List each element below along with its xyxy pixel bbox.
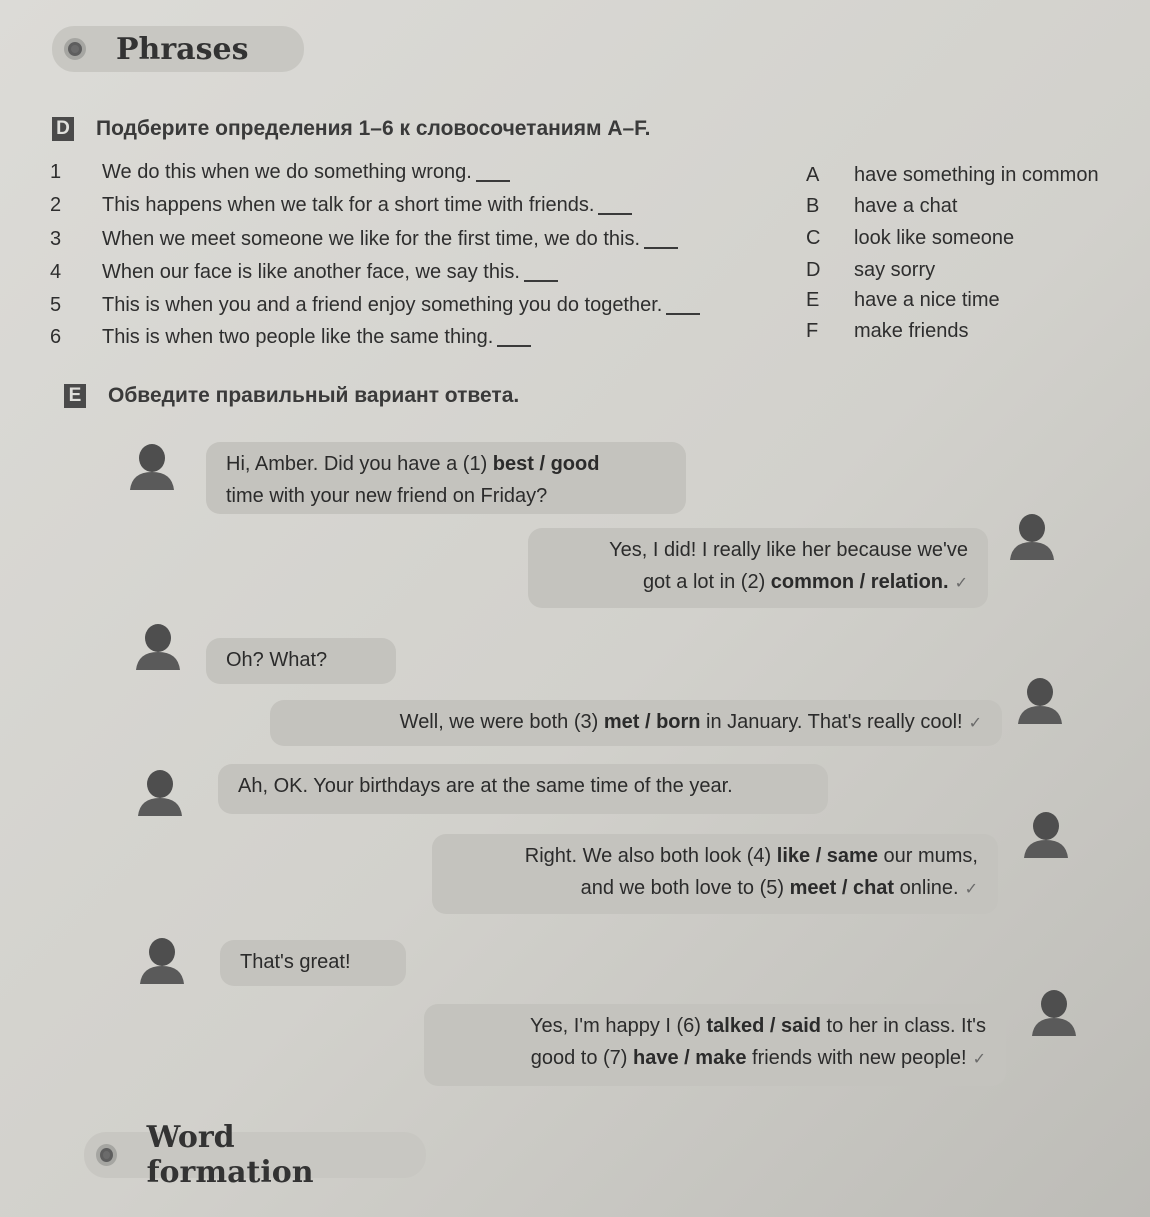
option-text: have a chat xyxy=(854,194,958,217)
definition-row xyxy=(50,189,810,221)
bubble-text: good to (7) xyxy=(530,1047,634,1069)
bubble-text: Well, we were both (3) xyxy=(399,711,604,733)
bubble-text: friends with new people! xyxy=(746,1047,967,1069)
check-mark-icon: ✓ xyxy=(972,1051,986,1068)
option-text: have something in common xyxy=(854,163,1099,186)
person-avatar-icon xyxy=(124,438,180,494)
task-d-heading xyxy=(52,117,651,141)
option-text: look like someone xyxy=(854,226,1015,249)
definition-number: 1 xyxy=(50,160,62,183)
option-text: have a nice time xyxy=(854,288,1000,311)
bubble-text: Yes, I'm happy I (6) xyxy=(530,1015,707,1037)
bubble-text: to her in class. It's xyxy=(821,1015,986,1037)
section-title: Phrases xyxy=(116,31,249,67)
bubble-text: Hi, Amber. Did you have a (1) xyxy=(226,453,493,475)
section-header-phrases xyxy=(52,26,304,72)
definition-text: This is when you and a friend enjoy something you do together. xyxy=(102,293,663,316)
answer-choice[interactable]: best / good xyxy=(492,453,600,475)
answer-blank[interactable] xyxy=(476,162,510,182)
dialogue-bubble xyxy=(220,940,406,986)
check-mark-icon: ✓ xyxy=(954,575,968,592)
person-avatar-icon xyxy=(130,618,186,674)
answer-choice[interactable]: have / make xyxy=(633,1047,747,1069)
bubble-text: time with your new friend on Friday? xyxy=(226,485,548,507)
person-avatar-icon xyxy=(1004,508,1060,564)
section-header-word-formation xyxy=(84,1120,426,1190)
answer-blank[interactable] xyxy=(644,229,678,249)
option-text: say sorry xyxy=(854,258,936,281)
definition-text: When we meet someone we like for the first time, we do this. xyxy=(102,227,640,250)
definition-row xyxy=(50,321,810,353)
answer-choice[interactable]: talked / said xyxy=(706,1015,821,1037)
section-bullet-icon xyxy=(64,38,86,60)
bubble-text: Yes, I did! I really like her because we've xyxy=(609,539,968,561)
definition-number: 4 xyxy=(50,260,62,283)
option-letter: C xyxy=(806,226,821,249)
definition-row xyxy=(50,256,810,288)
bubble-text: online. xyxy=(894,877,959,899)
task-instruction: Подберите определения 1–6 к словосочетаниям A–F. xyxy=(96,117,651,140)
dialogue-bubble xyxy=(270,700,1002,746)
answer-choice[interactable]: common / relation. xyxy=(770,571,949,593)
person-avatar-icon xyxy=(132,764,188,820)
definition-number: 5 xyxy=(50,293,62,316)
definition-number: 6 xyxy=(50,325,62,348)
answer-blank[interactable] xyxy=(524,262,558,282)
bubble-text: Ah, OK. Your birthdays are at the same time of the year. xyxy=(238,775,733,797)
definition-row xyxy=(50,156,810,188)
dialogue-bubble xyxy=(206,442,686,514)
definition-text: This is when two people like the same thing. xyxy=(102,325,494,348)
option-row xyxy=(806,159,1136,191)
option-row xyxy=(806,315,1136,347)
definition-number: 3 xyxy=(50,227,62,250)
section-bullet-icon xyxy=(96,1144,117,1166)
bubble-text: That's great! xyxy=(240,951,351,973)
option-row xyxy=(806,190,1136,222)
person-avatar-icon xyxy=(1026,984,1082,1040)
bubble-text: in January. That's really cool! xyxy=(700,711,963,733)
bubble-text: Right. We also both look (4) xyxy=(524,845,777,867)
dialogue-bubble xyxy=(206,638,396,684)
bubble-text: and we both love to (5) xyxy=(580,877,790,899)
task-letter-badge: D xyxy=(52,117,74,141)
answer-blank[interactable] xyxy=(598,195,632,215)
definition-number: 2 xyxy=(50,193,62,216)
definition-text: When our face is like another face, we say this. xyxy=(102,260,520,283)
task-instruction: Обведите правильный вариант ответа. xyxy=(108,384,520,407)
task-letter-badge: E xyxy=(64,384,86,408)
option-letter: A xyxy=(806,163,820,186)
answer-blank[interactable] xyxy=(666,295,700,315)
dialogue-bubble xyxy=(218,764,828,814)
option-row xyxy=(806,254,1136,286)
dialogue-bubble xyxy=(432,834,998,914)
person-avatar-icon xyxy=(134,932,190,988)
option-row xyxy=(806,222,1136,254)
check-mark-icon: ✓ xyxy=(968,715,982,732)
option-text: make friends xyxy=(854,319,969,342)
definition-row xyxy=(50,223,810,255)
option-row xyxy=(806,284,1136,316)
answer-blank[interactable] xyxy=(497,327,531,347)
dialogue-bubble xyxy=(528,528,988,608)
option-letter: D xyxy=(806,258,821,281)
answer-choice[interactable]: meet / chat xyxy=(789,877,895,899)
answer-choice[interactable]: like / same xyxy=(776,845,878,867)
bubble-text: got a lot in (2) xyxy=(642,571,771,593)
person-avatar-icon xyxy=(1012,672,1068,728)
definition-row xyxy=(50,289,810,321)
check-mark-icon: ✓ xyxy=(964,881,978,898)
definition-text: We do this when we do something wrong. xyxy=(102,160,472,183)
bubble-text: Oh? What? xyxy=(226,649,328,671)
dialogue-bubble xyxy=(424,1004,1006,1086)
answer-choice[interactable]: met / born xyxy=(603,711,701,733)
bubble-text: our mums, xyxy=(877,845,978,867)
option-letter: E xyxy=(806,288,820,311)
definition-text: This happens when we talk for a short time with friends. xyxy=(102,193,595,216)
section-title: Word formation xyxy=(146,1120,314,1190)
task-e-heading xyxy=(64,384,519,408)
option-letter: F xyxy=(806,319,819,342)
person-avatar-icon xyxy=(1018,806,1074,862)
option-letter: B xyxy=(806,194,820,217)
